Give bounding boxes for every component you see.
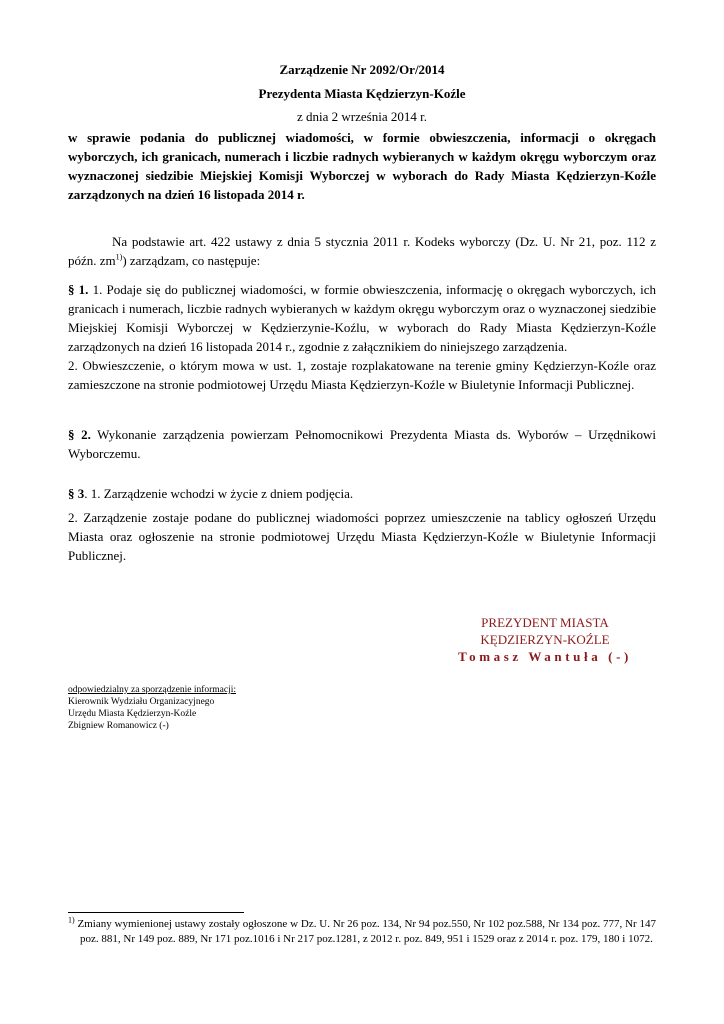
signature-title-line-2: KĘDZIERZYN-KOŹLE [480,632,610,647]
responsible-line-2: Urzędu Miasta Kędzierzyn-Koźle [68,709,197,719]
section-3-paragraph-1: . 1. Zarządzenie wchodzi w życie z dniem podjęcia. [84,486,354,501]
section-1-mark: § 1. [68,282,89,297]
signature-block [430,614,660,665]
preamble-text-end: ) zarządzam, co następuje: [122,253,261,268]
footnote-divider [68,912,244,913]
section-1-paragraph-1: 1. Podaje się do publicznej wiadomości, w formie obwieszczenia, informację o okręgach wyborczych, ich granicach i numerach, liczbie radnych wybieranych w każdym okręgu wyborczym oraz o wyznaczonej siedzibie Miejskiej Komisji Wyborczej w Kędzierzynie-Koźlu, w wyborach do Rady Miasta Kędzierzyn-Koźle zarządzonych na dzień 16 listopada 2014 r., zgodnie z załącznikiem do niniejszego zarządzenia. [68,282,656,354]
signature-name: Tomasz Wantuła (-) [458,649,632,664]
section-2-text: Wykonanie zarządzenia powierzam Pełnomocnikowi Prezydenta Miasta ds. Wyborów – Urzędnikowi Wyborczemu. [68,427,656,461]
section-3 [68,484,656,565]
section-3-mark: § 3 [68,486,85,501]
document-date: z dnia 2 września 2014 r. [297,109,427,124]
footnote-text: Zmiany wymienionej ustawy zostały ogłoszone w Dz. U. Nr 26 poz. 134, Nr 94 poz.550, Nr 102 poz.588, Nr 134 poz. 777, Nr 147 poz. 881, Nr 149 poz. 889, Nr 171 poz.1016 i Nr 217 poz.1281, z 2012 r. poz. 849, 951 i 1529 oraz z 2014 r. poz. 179, 180 i 1072. [77,918,656,945]
responsible-label: odpowiedzialny za sporządzenie informacji: [68,685,237,695]
section-1-paragraph-2: 2. Obwieszczenie, o którym mowa w ust. 1, zostaje rozplakatowane na terenie gminy Kędzierzyn-Koźle oraz zamieszczone na stronie podmiotowej Urzędu Miasta Kędzierzyn-Koźle w Biuletynie Informacji Publicznej. [68,358,656,392]
responsible-line-1: Kierownik Wydziału Organizacyjnego [68,697,215,707]
signature-title-line-1: PREZYDENT MIASTA [481,615,609,630]
preamble-text-start: Na podstawie art. 422 ustawy z dnia 5 stycznia 2011 r. Kodeks wyborczy (Dz. U. Nr 21, poz. 112 z późn. zm [68,234,656,268]
responsible-person-block [68,684,236,732]
document-issuer: Prezydenta Miasta Kędzierzyn-Koźle [258,86,466,101]
section-2 [68,425,656,463]
footnote-reference: 1) [115,252,123,262]
document-title: Zarządzenie Nr 2092/Or/2014 [279,62,445,77]
footnote [68,917,656,947]
preamble [68,232,656,270]
section-1 [68,280,656,394]
section-3-paragraph-2: 2. Zarządzenie zostaje podane do publicznej wiadomości poprzez umieszczenie na tablicy ogłoszeń Urzędu Miasta oraz ogłoszenie na stronie podmiotowej Urzędu Miasta Kędzierzyn-Koźle w Biuletynie Informacji Publicznej. [68,510,656,563]
footnote-mark: 1) [68,915,75,925]
responsible-line-3: Zbigniew Romanowicz (-) [68,721,169,731]
section-2-mark: § 2. [68,427,91,442]
document-subject: w sprawie podania do publicznej wiadomości, w formie obwieszczenia, informacji o okręgach wyborczych, ich granicach, numerach i liczbie radnych wybieranych w każdym okręgu wyborczym oraz wyznaczonej siedzibie Miejskiej Komisji Wyborczej w wyborach do Rady Miasta Kędzierzyn-Koźle zarządzonych na dzień 16 listopada 2014 r. [68,130,656,202]
